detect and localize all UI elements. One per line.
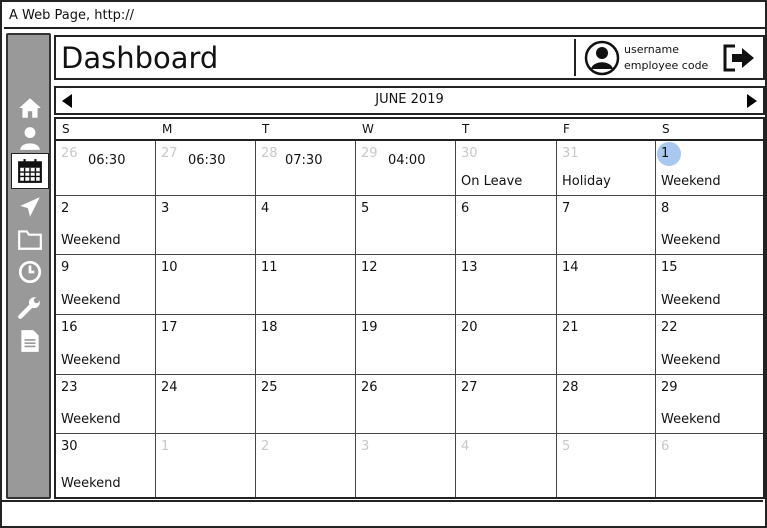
calendar-day-cell[interactable] [356, 434, 456, 497]
day-status: Weekend [661, 293, 721, 308]
day-number: 28 [261, 146, 278, 161]
day-status: Weekend [61, 412, 121, 427]
day-number: 25 [261, 380, 278, 395]
calendar-day-cell[interactable] [356, 141, 456, 196]
calendar-day-cell[interactable] [56, 196, 156, 255]
calendar-day-cell[interactable] [456, 196, 557, 255]
page-title: Dashboard [61, 41, 219, 75]
calendar-day-cell[interactable] [56, 315, 156, 375]
calendar-day-cell[interactable] [56, 141, 156, 196]
document-icon [17, 328, 43, 354]
app-header [54, 35, 765, 80]
day-status: Weekend [661, 233, 721, 248]
calendar-day-cell[interactable] [256, 141, 356, 196]
home-icon [17, 95, 43, 121]
weekday-label: S [662, 122, 670, 136]
day-status: Weekend [61, 293, 121, 308]
time-entry: 04:00 [388, 153, 426, 168]
calendar-day-cell[interactable] [656, 315, 763, 375]
sidebar-item-travel[interactable] [13, 191, 47, 223]
day-number: 29 [361, 146, 378, 161]
calendar-day-cell[interactable] [256, 315, 356, 375]
sidebar [6, 33, 51, 499]
day-status: Weekend [661, 353, 721, 368]
day-number: 12 [361, 260, 378, 275]
day-number: 2 [261, 439, 270, 454]
calendar-day-cell[interactable] [256, 196, 356, 255]
day-number: 31 [562, 146, 579, 161]
day-number: 23 [61, 380, 78, 395]
calendar-day-cell[interactable] [256, 375, 356, 434]
day-number: 6 [461, 201, 470, 216]
day-status: Holiday [562, 174, 611, 189]
calendar-day-cell[interactable] [156, 196, 256, 255]
calendar-day-cell[interactable] [356, 255, 456, 315]
day-number: 3 [361, 439, 370, 454]
calendar-day-cell[interactable] [256, 434, 356, 497]
month-label: JUNE 2019 [375, 92, 444, 107]
weekday-header [54, 117, 765, 139]
day-number: 5 [562, 439, 571, 454]
day-number: 3 [161, 201, 170, 216]
day-number: 26 [361, 380, 378, 395]
calendar-day-cell[interactable] [156, 375, 256, 434]
day-number: 4 [261, 201, 270, 216]
day-number: 2 [61, 201, 70, 216]
weekday-label: T [462, 122, 470, 136]
sidebar-item-home[interactable] [13, 92, 47, 124]
day-number: 19 [361, 320, 378, 335]
day-number: 8 [661, 201, 670, 216]
sidebar-item-calendar[interactable] [11, 153, 49, 189]
day-status: Weekend [61, 476, 121, 491]
calendar-day-cell[interactable] [656, 434, 763, 497]
wrench-icon [17, 294, 43, 320]
calendar-day-cell[interactable] [56, 255, 156, 315]
day-status: Weekend [61, 233, 121, 248]
window-title: A Web Page, http:// [4, 4, 765, 29]
day-status: Weekend [61, 353, 121, 368]
header-divider [574, 39, 576, 76]
calendar-day-cell[interactable] [557, 255, 656, 315]
day-number: 13 [461, 260, 478, 275]
sidebar-item-folder[interactable] [13, 223, 47, 255]
calendar-day-cell[interactable] [56, 434, 156, 497]
calendar-day-cell[interactable] [557, 141, 656, 196]
day-number: 18 [261, 320, 278, 335]
day-number: 30 [61, 439, 78, 454]
weekday-label: T [262, 122, 270, 136]
user-icon [17, 125, 43, 151]
time-entry: 06:30 [88, 153, 126, 168]
calendar-day-cell[interactable] [656, 255, 763, 315]
day-number: 4 [461, 439, 470, 454]
calendar-day-cell[interactable] [456, 434, 557, 497]
day-number: 24 [161, 380, 178, 395]
calendar-day-cell[interactable] [456, 315, 557, 375]
folder-icon [17, 226, 43, 252]
sidebar-item-settings[interactable] [13, 291, 47, 323]
calendar-day-cell[interactable] [656, 375, 763, 434]
calendar-day-cell[interactable] [456, 255, 557, 315]
day-number: 11 [261, 260, 278, 275]
day-number: 26 [61, 146, 78, 161]
calendar-day-cell[interactable] [557, 196, 656, 255]
day-number: 20 [461, 320, 478, 335]
calendar-day-cell[interactable] [456, 141, 557, 196]
day-number: 29 [661, 380, 678, 395]
employee-code-label: employee code [624, 59, 709, 72]
calendar-icon [17, 158, 43, 184]
sidebar-item-documents[interactable] [13, 325, 47, 357]
day-number: 28 [562, 380, 579, 395]
calendar-day-cell[interactable] [256, 255, 356, 315]
day-number: 27 [161, 146, 178, 161]
calendar-day-cell[interactable] [156, 255, 256, 315]
day-number: 1 [161, 439, 170, 454]
day-number: 14 [562, 260, 579, 275]
next-month-icon[interactable] [747, 94, 757, 108]
calendar-day-cell[interactable] [356, 196, 456, 255]
time-entry: 06:30 [188, 153, 226, 168]
weekday-label: S [62, 122, 70, 136]
month-navigator [54, 86, 765, 115]
day-number: 15 [661, 260, 678, 275]
logout-button[interactable] [722, 44, 756, 72]
username-label: username [624, 43, 679, 56]
day-number: 5 [361, 201, 370, 216]
weekday-label: F [563, 122, 570, 136]
day-number: 22 [661, 320, 678, 335]
calendar-day-cell[interactable] [56, 375, 156, 434]
day-number: 9 [61, 260, 70, 275]
calendar-day-cell[interactable] [557, 375, 656, 434]
calendar-day-cell[interactable] [156, 315, 256, 375]
day-status: On Leave [461, 174, 523, 189]
calendar-day-cell[interactable] [156, 434, 256, 497]
calendar-day-cell[interactable] [656, 141, 763, 196]
sidebar-item-user[interactable] [13, 122, 47, 154]
calendar-day-cell[interactable] [356, 315, 456, 375]
calendar-day-cell[interactable] [456, 375, 557, 434]
day-number: 10 [161, 260, 178, 275]
day-number: 30 [461, 146, 478, 161]
weekday-label: M [162, 122, 173, 136]
calendar-day-cell[interactable] [656, 196, 763, 255]
calendar-day-cell[interactable] [557, 434, 656, 497]
airplane-icon [17, 194, 43, 220]
day-status: Weekend [661, 412, 721, 427]
day-number: 27 [461, 380, 478, 395]
day-number: 16 [61, 320, 78, 335]
time-entry: 07:30 [285, 153, 323, 168]
day-number: 7 [562, 201, 571, 216]
sidebar-item-time[interactable] [13, 256, 47, 288]
status-bar [2, 500, 763, 524]
day-number: 21 [562, 320, 579, 335]
weekday-label: W [362, 122, 374, 136]
calendar-grid [54, 139, 765, 499]
calendar-day-cell[interactable] [156, 141, 256, 196]
day-number: 1 [661, 146, 670, 161]
day-number: 17 [161, 320, 178, 335]
calendar-day-cell[interactable] [356, 375, 456, 434]
calendar-day-cell[interactable] [557, 315, 656, 375]
clock-icon [17, 259, 43, 285]
day-status: Weekend [661, 174, 721, 189]
day-number: 6 [661, 439, 670, 454]
avatar[interactable] [584, 40, 620, 76]
